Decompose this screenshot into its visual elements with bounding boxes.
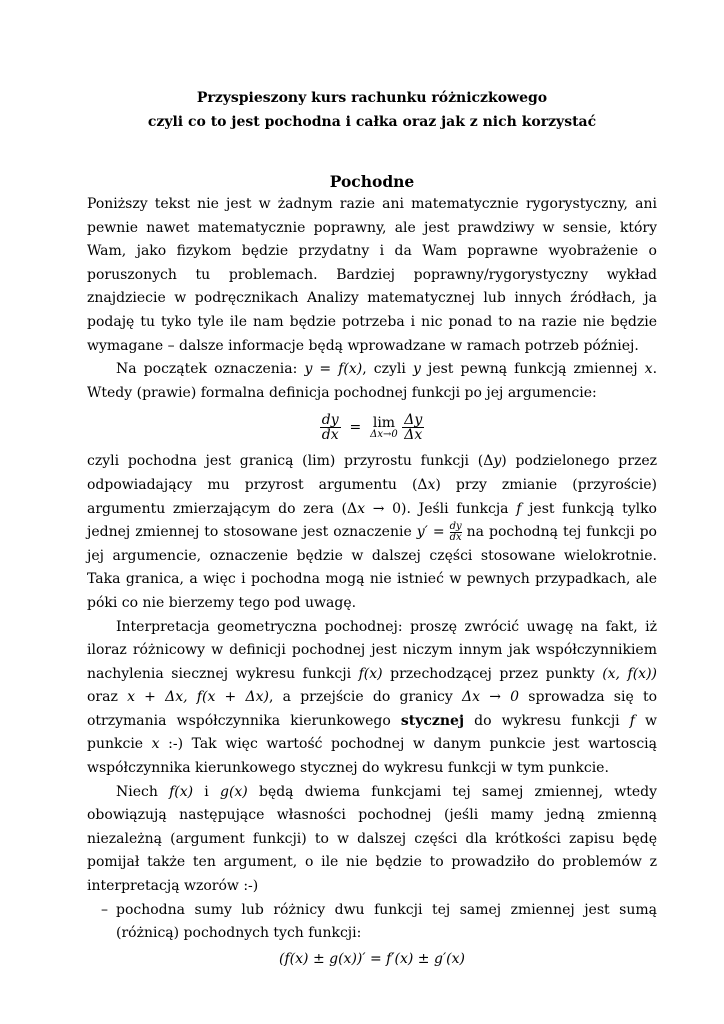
fraction-delta: $\frac{\Delta y}{\Delta x}$ — [404, 412, 423, 444]
list-dash: – — [101, 901, 108, 918]
paragraph-intro: Poniższy tekst nie jest w żadnym razie ani matematycznie rygorystyczny, ani pewnie nawet matematycznie poprawny, ale jest prawdziwy w sensie, który Wam, jako fizykom będzie przydatny i da Wam poprawne wyobrażenie o poruszonych tu problemach. Bardziej poprawny/rygorystyczny wykład znajdziecie w podręcznikach Analizy matematycznej lub innych źródłach, ja podaję tu tyko tyle ile nam będzie potrzeba i nic ponad to na razie nie będzie wymagane – dalsze informacje będą wprowadzane w ramach potrzeb później. — [87, 196, 657, 354]
derivative-definition-equation: $\frac{dy}{dx}$ = lim Δx→0 $\frac{\Delta y}{\Delta x}$ — [321, 412, 423, 444]
list-item-sum-rule: – pochodna sumy lub różnicy dwu funkcji tej samej zmiennej jest sumą (różnicą) pochodnych tych funkcji: — [87, 899, 657, 946]
section-heading: Pochodne — [329, 172, 415, 191]
paragraph-limit-explanation: czyli pochodna jest granicą (lim) przyrostu funkcji (Δy) podzielonego przez odpowiadający mu przyrost argumentu (Δx) przy zmianie (przyroście) argumentu zmierzającym do zera (Δx → 0). Jeśli funkcja f jest funkcją tylko jednej zmiennej to stosowane jest oznaczenie y′ = $\frac{dy}{dx}$ na pochodną tej funkcji po jej argumencie, oznaczenie będzie w dalszej części stosowane wielokrotnie. Taka granica, a więc i pochodna mogą nie istnieć w pewnych przypadkach, ale póki co nie bierzemy tego pod uwagę. — [87, 453, 658, 611]
fraction-small-dy-dx: $\frac{dy}{dx}$ — [449, 520, 462, 543]
fraction-dy-dx: $\frac{dy}{dx}$ — [321, 412, 339, 444]
section-body — [87, 193, 657, 973]
limit-operator: lim Δx→0 — [370, 414, 398, 440]
paragraph-notation: Na początek oznaczenia: y = f(x), czyli y jest pewną funkcją zmiennej x. Wtedy (prawie) formalna definicja pochodnej funkcji po jej argumencie: — [87, 361, 658, 401]
document-title — [87, 86, 657, 134]
sum-rule-equation: (f(x) ± g(x))′ = f′(x) ± g′(x) — [279, 950, 465, 967]
paragraph-geometric-interpretation: Interpretacja geometryczna pochodnej: proszę zwrócić uwagę na fakt, iż iloraz różnicowy w definicji pochodnej jest niczym innym jak współczynnikiem nachylenia siecznej wykresu funkcji f(x) przechodzącej przez punkty (x, f(x)) oraz x + Δx, f(x + Δx), a przejście do granicy Δx → 0 sprowadza się to otrzymania współczynnika kierunkowego stycznej do wykresu funkcji f w punkcie x :-) Tak więc wartość pochodnej w danym punkcie jest wartoscią współczynnika kierunkowego stycznej do wykresu funkcji w tym punkcie. — [87, 618, 658, 777]
paragraph-properties-intro: Niech f(x) i g(x) będą dwiema funkcjami tej samej zmiennej, wtedy obowiązują następujące własności pochodnej (jeśli mamy jedną zmienną niezależną (argument funkcji) to w dalszej części dla krótkości zapisu będę pomijał także ten argument, o ile nie będzie to prowadziło do problemów z interpretacją wzorów :-) — [87, 783, 657, 895]
title-line-1: Przyspieszony kurs rachunku różniczkowego — [196, 90, 548, 106]
title-line-2: czyli co to jest pochodna i całka oraz jak z nich korzystać — [147, 114, 597, 130]
bold-term-tangent: stycznej — [400, 712, 465, 729]
